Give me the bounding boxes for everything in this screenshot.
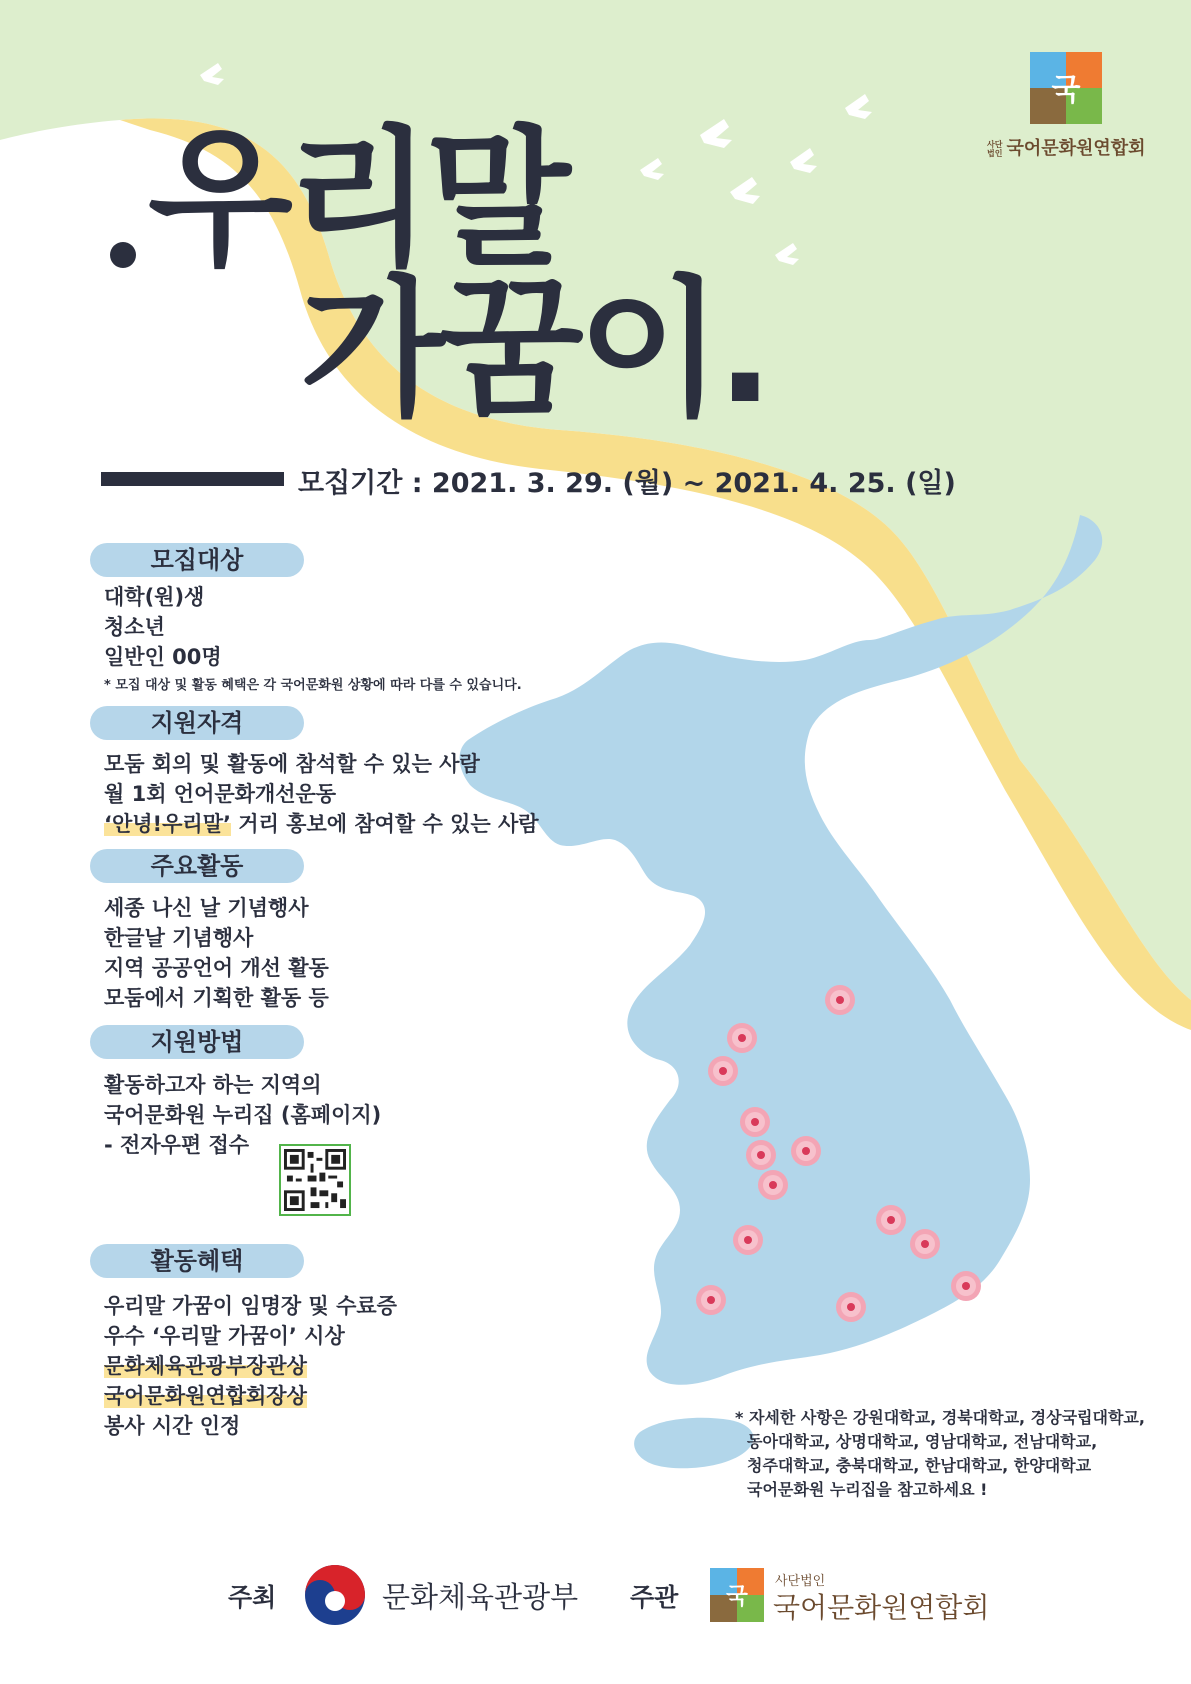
highlight-text: 문화체육관광부장관상 xyxy=(104,1354,307,1378)
org-logo xyxy=(1030,52,1102,124)
organizer-name: 국어문화원연합회 xyxy=(773,1591,990,1624)
ministry-emblem xyxy=(303,1563,367,1627)
org-logo-text xyxy=(987,134,1146,160)
list-item: 지역 공공언어 개선 활동 xyxy=(104,956,329,980)
list-item: 대학(원)생 xyxy=(104,585,205,609)
list-item: 봉사 시간 인정 xyxy=(104,1414,241,1438)
footnote-line: 동아대학교, 상명대학교, 영남대학교, 전남대학교, xyxy=(747,1432,1098,1451)
list-item: - 전자우편 접수 xyxy=(104,1133,250,1157)
list-item: 우리말 가꿈이 임명장 및 수료증 xyxy=(104,1294,397,1318)
benefits-list xyxy=(104,1291,397,1441)
svg-text:국: 국 xyxy=(726,1584,748,1610)
title-line-2: 가꿈이. xyxy=(300,263,768,437)
footnote-line: 국어문화원 누리집을 참고하세요 ! xyxy=(747,1480,988,1499)
title-line-1: 우리말 xyxy=(148,113,565,287)
list-item: 우수 ‘우리말 가꿈이’ 시상 xyxy=(104,1324,345,1348)
title-dot xyxy=(110,242,136,268)
list-item: 일반인 00명 xyxy=(104,645,222,669)
list-item: 모둠 회의 및 활동에 참석할 수 있는 사람 xyxy=(104,752,480,776)
highlight-text: 국어문화원연합회장상 xyxy=(104,1384,307,1408)
list-item: 활동하고자 하는 지역의 xyxy=(104,1073,322,1097)
footnote xyxy=(735,1406,1145,1502)
footnote-line: 청주대학교, 충북대학교, 한남대학교, 한양대학교 xyxy=(747,1456,1092,1475)
svg-text:국: 국 xyxy=(1051,73,1081,108)
activities-list xyxy=(104,893,329,1013)
organizer-label: 주관 xyxy=(630,1583,679,1612)
period-bar xyxy=(101,472,284,486)
list-item: 한글날 기념행사 xyxy=(104,926,254,950)
section-heading-activities: 주요활동 xyxy=(90,849,304,883)
org-logo-small: 사단 법인 xyxy=(987,140,1003,158)
list-item xyxy=(104,1351,397,1381)
host-label: 주최 xyxy=(228,1583,277,1612)
list-item: 청소년 xyxy=(104,615,165,639)
section-heading-target: 모집대상 xyxy=(90,543,304,577)
list-item xyxy=(104,809,539,839)
target-list xyxy=(104,582,222,672)
section-heading-benefits: 활동혜택 xyxy=(90,1244,304,1278)
target-note: * 모집 대상 및 활동 혜택은 각 국어문화원 상황에 따라 다를 수 있습니다. xyxy=(104,678,522,693)
footnote-line: * 자세한 사항은 강원대학교, 경북대학교, 경상국립대학교, xyxy=(735,1408,1145,1427)
list-item: 월 1회 언어문화개선운동 xyxy=(104,782,337,806)
list-item: 국어문화원 누리집 (홈페이지) xyxy=(104,1103,382,1127)
org-logo-footer xyxy=(710,1568,764,1622)
list-item: 모둠에서 기획한 활동 등 xyxy=(104,986,329,1010)
list-item: 세종 나신 날 기념행사 xyxy=(104,896,309,920)
qualification-list xyxy=(104,749,539,839)
qr-code[interactable] xyxy=(279,1144,351,1216)
section-heading-qualification: 지원자격 xyxy=(90,706,304,740)
section-heading-method: 지원방법 xyxy=(90,1025,304,1059)
recruitment-period: 모집기간 : 2021. 3. 29. (월) ~ 2021. 4. 25. (일) xyxy=(298,468,956,499)
org-logo-name: 국어문화원연합회 xyxy=(1006,138,1146,159)
list-item xyxy=(104,1381,397,1411)
host-name: 문화체육관광부 xyxy=(382,1580,579,1614)
list-item-rest: 거리 홍보에 참여할 수 있는 사람 xyxy=(230,812,539,836)
highlight-text: ‘안녕!우리말’ xyxy=(104,812,231,836)
organizer-small: 사단법인 xyxy=(775,1574,826,1589)
